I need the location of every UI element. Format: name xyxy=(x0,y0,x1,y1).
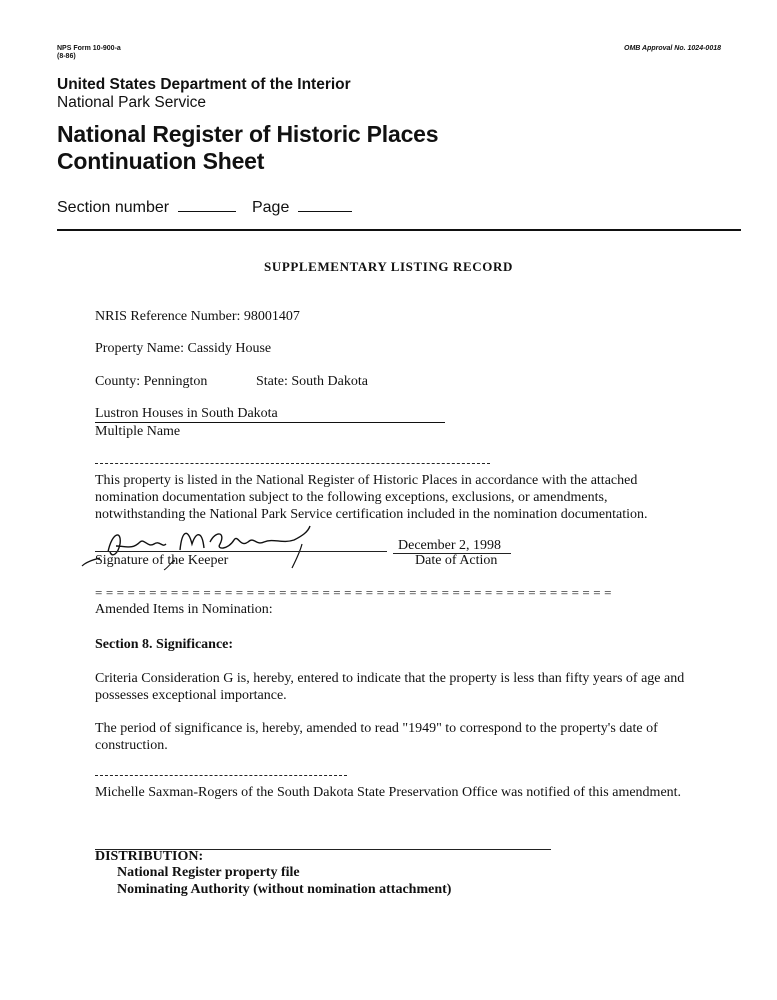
omb-approval: OMB Approval No. 1024-0018 xyxy=(624,45,721,52)
distribution-item: National Register property file xyxy=(117,865,300,880)
header-divider xyxy=(57,229,741,231)
distribution-heading: DISTRIBUTION: xyxy=(95,849,204,864)
page-label: Page xyxy=(251,199,290,216)
page-subtitle: Continuation Sheet xyxy=(57,148,265,174)
property-name: Property Name: Cassidy House xyxy=(95,341,272,356)
notification-text: Michelle Saxman-Rogers of the South Dakota State Preservation Office was notified of this amendment. xyxy=(95,785,682,800)
certification-text: This property is listed in the National Register of Historic Places in accordance with the attached nomination documentation subject to the following exceptions, exclusions, or amendments, notwithstanding the National Park Service certification included in the nomination documentation. xyxy=(95,473,648,522)
multiple-name-label: Multiple Name xyxy=(95,424,181,439)
section-page-row xyxy=(57,199,352,217)
multiple-name-text: Lustron Houses in South Dakota xyxy=(95,406,445,423)
multiple-name-value xyxy=(95,406,445,423)
amendment-paragraph-2: The period of significance is, hereby, amended to read "1949" to correspond to the property's date of construction. xyxy=(95,721,658,753)
page-title: National Register of Historic Places xyxy=(57,121,439,147)
signature-label: Signature of the Keeper xyxy=(95,553,229,568)
dashed-divider xyxy=(95,463,490,464)
form-number: NPS Form 10-900-a (8-86) xyxy=(57,45,121,60)
distribution-item: Nominating Authority (without nomination attachment) xyxy=(117,882,452,897)
page-number-blank xyxy=(298,210,352,212)
amended-items-label: Amended Items in Nomination: xyxy=(95,602,273,617)
date-of-action-label: Date of Action xyxy=(415,553,498,568)
department-name: United States Department of the Interior xyxy=(57,76,351,93)
record-heading: SUPPLEMENTARY LISTING RECORD xyxy=(264,259,513,274)
nris-reference: NRIS Reference Number: 98001407 xyxy=(95,309,300,324)
county: County: Pennington xyxy=(95,374,208,389)
signature-line xyxy=(95,551,387,552)
double-divider: ================================================ xyxy=(95,585,615,600)
state: State: South Dakota xyxy=(256,374,368,389)
section-number-blank xyxy=(178,210,236,212)
agency-name: National Park Service xyxy=(57,94,207,111)
section-label: Section number xyxy=(57,199,170,216)
date-of-action-value: December 2, 1998 xyxy=(398,538,502,553)
amendment-paragraph-1: Criteria Consideration G is, hereby, entered to indicate that the property is less than fifty years of age and possesses exceptional importance. xyxy=(95,671,685,703)
dashed-divider-2 xyxy=(95,775,347,776)
section-heading: Section 8. Significance: xyxy=(95,637,234,652)
